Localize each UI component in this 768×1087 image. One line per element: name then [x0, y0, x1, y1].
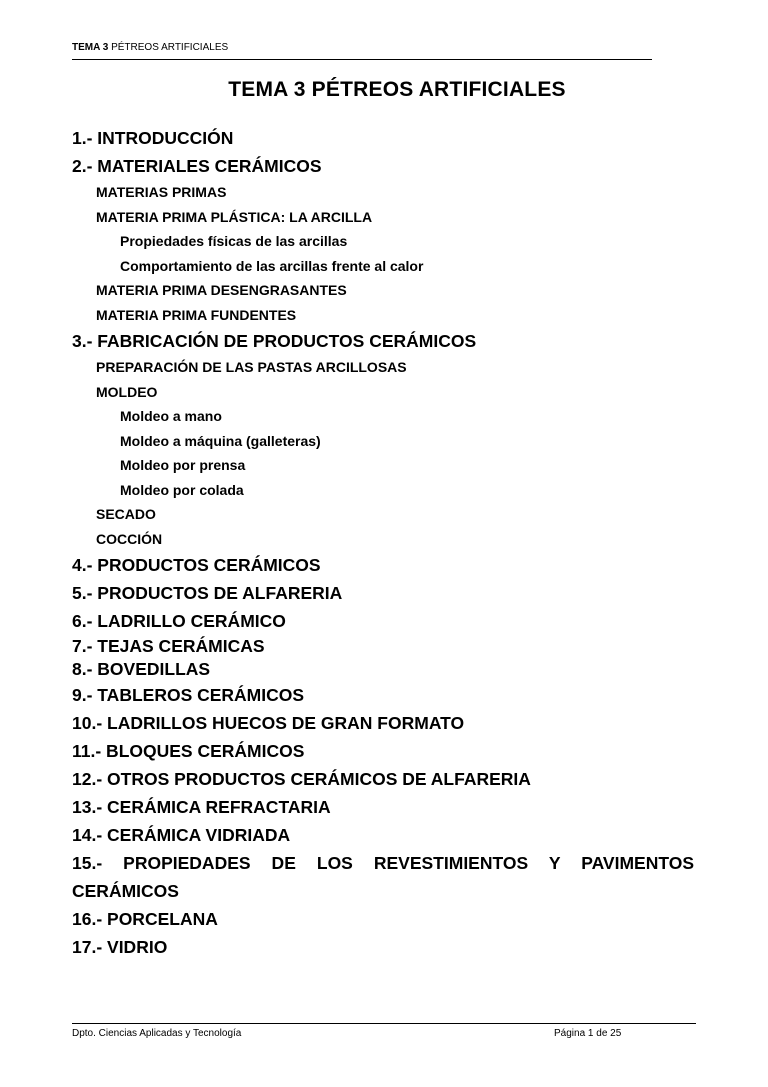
toc-section: 5.- PRODUCTOS DE ALFARERIA — [72, 583, 343, 603]
toc-subsubsection: Moldeo a máquina (galleteras) — [120, 432, 321, 449]
toc-section: 17.- VIDRIO — [72, 937, 168, 957]
toc-subsubsection: Moldeo por prensa — [120, 457, 246, 473]
table-of-contents — [72, 124, 694, 961]
footer-page-number: Página 1 de 25 — [554, 1028, 622, 1039]
toc-subsection: MATERIA PRIMA PLÁSTICA: LA ARCILLA — [96, 208, 373, 225]
toc-subsubsection: Moldeo a mano — [120, 408, 222, 424]
toc-section: 11.- BLOQUES CERÁMICOS — [72, 741, 305, 761]
toc-section: 2.- MATERIALES CERÁMICOS — [72, 156, 322, 176]
toc-subsection: SECADO — [96, 506, 156, 522]
toc-section: 12.- OTROS PRODUCTOS CERÁMICOS DE ALFARERIA — [72, 769, 531, 789]
toc-section: 9.- TABLEROS CERÁMICOS — [72, 685, 305, 705]
toc-section: 16.- PORCELANA — [72, 909, 218, 929]
page-header — [72, 42, 652, 60]
toc-subsubsection: Comportamiento de las arcillas frente al calor — [120, 257, 424, 274]
toc-subsection: MATERIA PRIMA DESENGRASANTES — [96, 282, 347, 298]
toc-section: 7.- TEJAS CERÁMICAS — [72, 636, 265, 656]
toc-subsection: COCCIÓN — [96, 530, 163, 547]
toc-section: 3.- FABRICACIÓN DE PRODUCTOS CERÁMICOS — [72, 331, 477, 351]
toc-section: 1.- INTRODUCCIÓN — [72, 128, 234, 148]
header-topic-number: TEMA 3 — [72, 42, 109, 53]
toc-subsection: MATERIAS PRIMAS — [96, 184, 227, 200]
document-title: TEMA 3 PÉTREOS ARTIFICIALES — [228, 78, 566, 101]
toc-subsection: PREPARACIÓN DE LAS PASTAS ARCILLOSAS — [96, 359, 407, 375]
toc-subsection: MOLDEO — [96, 383, 158, 400]
toc-section: 15.- PROPIEDADES DE LOS REVESTIMIENTOS Y PAVIMENTOS CERÁMICOS — [72, 853, 694, 901]
toc-section: 14.- CERÁMICA VIDRIADA — [72, 825, 291, 845]
toc-section: 6.- LADRILLO CERÁMICO — [72, 611, 286, 631]
toc-section: 8.- BOVEDILLAS — [72, 659, 211, 679]
footer-department: Dpto. Ciencias Aplicadas y Tecnología — [72, 1028, 242, 1039]
toc-section: 10.- LADRILLOS HUECOS DE GRAN FORMATO — [72, 713, 465, 733]
toc-subsection: MATERIA PRIMA FUNDENTES — [96, 306, 297, 323]
toc-section: 4.- PRODUCTOS CERÁMICOS — [72, 555, 321, 575]
header-topic-title: PÉTREOS ARTIFICIALES — [108, 42, 229, 53]
toc-section: 13.- CERÁMICA REFRACTARIA — [72, 797, 331, 817]
toc-subsubsection: Moldeo por colada — [120, 481, 244, 498]
page-footer — [72, 1023, 696, 1039]
toc-subsubsection: Propiedades físicas de las arcillas — [120, 233, 348, 249]
